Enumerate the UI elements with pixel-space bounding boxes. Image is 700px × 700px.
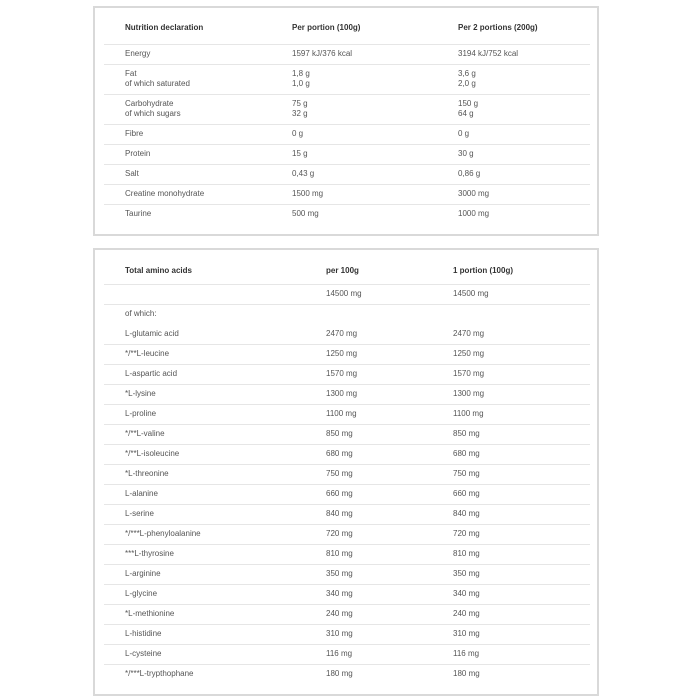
amino-acid-portion: 1300 mg bbox=[432, 384, 590, 404]
nutrient-label: Fibre bbox=[104, 124, 271, 144]
amino-acid-per-100g: 840 mg bbox=[305, 504, 432, 524]
nutrient-per-2-portions-sub: 2,0 g bbox=[458, 79, 476, 88]
amino-of-which-row bbox=[104, 304, 590, 324]
amino-acid-name: *L-lysine bbox=[104, 384, 305, 404]
nutrient-per-2-portions-cell bbox=[437, 64, 590, 94]
nutrition-header-per-2-portions: Per 2 portions (200g) bbox=[437, 13, 590, 44]
nutrient-per-portion: 1500 mg bbox=[271, 184, 437, 204]
amino-acid-portion: 350 mg bbox=[432, 564, 590, 584]
amino-acid-per-100g: 1100 mg bbox=[305, 404, 432, 424]
amino-acid-name: */**L-isoleucine bbox=[104, 444, 305, 464]
nutrient-label-cell bbox=[104, 64, 271, 94]
nutrient-label: Protein bbox=[104, 144, 271, 164]
amino-acid-per-100g: 2470 mg bbox=[305, 324, 432, 344]
nutrient-per-portion-sub: 32 g bbox=[292, 109, 308, 118]
nutrient-per-2-portions: 150 g bbox=[458, 99, 479, 108]
empty-cell bbox=[432, 304, 590, 324]
amino-acid-name: */**L-valine bbox=[104, 424, 305, 444]
amino-acid-name: *L-threonine bbox=[104, 464, 305, 484]
table-row bbox=[104, 564, 590, 584]
table-row bbox=[104, 204, 590, 224]
table-row bbox=[104, 644, 590, 664]
nutrient-per-2-portions: 1000 mg bbox=[458, 209, 490, 219]
amino-acid-portion: 660 mg bbox=[432, 484, 590, 504]
amino-rows bbox=[104, 324, 590, 684]
amino-header-row bbox=[104, 256, 590, 284]
nutrient-label: Salt bbox=[104, 164, 271, 184]
table-row bbox=[104, 124, 590, 144]
nutrient-per-portion: 500 mg bbox=[292, 209, 319, 219]
table-row bbox=[104, 164, 590, 184]
table-row bbox=[104, 324, 590, 344]
nutrient-label: Taurine bbox=[125, 209, 152, 219]
table-row bbox=[104, 584, 590, 604]
amino-acid-name: L-proline bbox=[104, 404, 305, 424]
amino-acid-portion: 240 mg bbox=[432, 604, 590, 624]
table-row bbox=[104, 524, 590, 544]
table-row bbox=[104, 404, 590, 424]
amino-acid-portion: 850 mg bbox=[432, 424, 590, 444]
empty-cell bbox=[305, 304, 432, 324]
amino-header-per-100g: per 100g bbox=[305, 256, 432, 284]
amino-acid-portion: 720 mg bbox=[432, 524, 590, 544]
amino-acid-name: */***L-trypthophane bbox=[125, 669, 194, 679]
table-row bbox=[104, 44, 590, 64]
nutrient-per-portion: 0,43 g bbox=[271, 164, 437, 184]
amino-total-per-100g: 14500 mg bbox=[305, 284, 432, 304]
amino-total-row bbox=[104, 284, 590, 304]
amino-acid-per-100g: 350 mg bbox=[305, 564, 432, 584]
nutrient-per-2-portions-sub: 64 g bbox=[458, 109, 474, 118]
amino-acid-portion: 840 mg bbox=[432, 504, 590, 524]
amino-acid-portion: 2470 mg bbox=[432, 324, 590, 344]
nutrient-per-portion: 15 g bbox=[271, 144, 437, 164]
nutrient-per-portion: 1,8 g bbox=[292, 69, 310, 78]
amino-acid-name: L-aspartic acid bbox=[104, 364, 305, 384]
nutrient-per-portion: 1597 kJ/376 kcal bbox=[271, 44, 437, 64]
nutrient-per-2-portions: 0,86 g bbox=[437, 164, 590, 184]
amino-acid-per-100g: 240 mg bbox=[305, 604, 432, 624]
amino-acid-portion: 340 mg bbox=[432, 584, 590, 604]
table-row bbox=[104, 344, 590, 364]
amino-acid-per-100g: 850 mg bbox=[305, 424, 432, 444]
table-row bbox=[104, 364, 590, 384]
amino-acid-name: *L-methionine bbox=[104, 604, 305, 624]
amino-acid-per-100g: 810 mg bbox=[305, 544, 432, 564]
amino-total-label bbox=[104, 284, 305, 304]
amino-acid-portion: 1250 mg bbox=[432, 344, 590, 364]
amino-acid-per-100g: 180 mg bbox=[326, 669, 353, 679]
nutrient-per-2-portions: 3000 mg bbox=[437, 184, 590, 204]
nutrient-per-2-portions-cell bbox=[437, 94, 590, 124]
nutrition-panel bbox=[93, 6, 599, 236]
amino-acid-name: ***L-thyrosine bbox=[104, 544, 305, 564]
table-row bbox=[104, 664, 590, 684]
amino-acid-name: L-glycine bbox=[104, 584, 305, 604]
amino-acid-portion: 1570 mg bbox=[432, 364, 590, 384]
nutrient-per-portion-sub: 1,0 g bbox=[292, 79, 310, 88]
table-row bbox=[104, 184, 590, 204]
table-row bbox=[104, 144, 590, 164]
amino-acid-name: */***L-phenyloalanine bbox=[104, 524, 305, 544]
amino-acid-per-100g: 660 mg bbox=[305, 484, 432, 504]
amino-acids-panel bbox=[93, 248, 599, 696]
nutrient-label: Creatine monohydrate bbox=[104, 184, 271, 204]
amino-acid-name: */**L-leucine bbox=[104, 344, 305, 364]
nutrient-per-portion: 0 g bbox=[271, 124, 437, 144]
table-row bbox=[104, 444, 590, 464]
amino-acid-name: L-cysteine bbox=[104, 644, 305, 664]
amino-acids-table bbox=[104, 256, 590, 684]
amino-header-label: Total amino acids bbox=[104, 256, 305, 284]
amino-acid-per-100g: 750 mg bbox=[305, 464, 432, 484]
amino-header-portion: 1 portion (100g) bbox=[432, 256, 590, 284]
table-row bbox=[104, 624, 590, 644]
amino-acid-portion: 180 mg bbox=[453, 669, 480, 679]
nutrition-header-label: Nutrition declaration bbox=[104, 13, 271, 44]
nutrient-per-portion-cell bbox=[271, 64, 437, 94]
amino-acid-name: L-arginine bbox=[104, 564, 305, 584]
amino-acid-portion: 116 mg bbox=[432, 644, 590, 664]
amino-total-portion: 14500 mg bbox=[432, 284, 590, 304]
nutrient-label: Energy bbox=[104, 44, 271, 64]
table-row bbox=[104, 94, 590, 124]
amino-of-which-label: of which: bbox=[125, 309, 157, 319]
nutrition-header-row bbox=[104, 13, 590, 44]
nutrition-header-per-portion: Per portion (100g) bbox=[271, 13, 437, 44]
amino-acid-portion: 680 mg bbox=[432, 444, 590, 464]
nutrient-label: Fat bbox=[125, 69, 137, 78]
amino-acid-per-100g: 1250 mg bbox=[305, 344, 432, 364]
amino-acid-name: L-alanine bbox=[104, 484, 305, 504]
nutrient-per-2-portions: 3,6 g bbox=[458, 69, 476, 78]
amino-acid-portion: 310 mg bbox=[432, 624, 590, 644]
table-row bbox=[104, 64, 590, 94]
table-row bbox=[104, 484, 590, 504]
nutrient-per-2-portions: 0 g bbox=[437, 124, 590, 144]
amino-acid-per-100g: 116 mg bbox=[305, 644, 432, 664]
amino-acid-per-100g: 680 mg bbox=[305, 444, 432, 464]
amino-acid-per-100g: 340 mg bbox=[305, 584, 432, 604]
nutrient-sublabel: of which sugars bbox=[125, 109, 181, 118]
nutrient-per-portion: 75 g bbox=[292, 99, 308, 108]
table-row bbox=[104, 504, 590, 524]
table-row bbox=[104, 424, 590, 444]
amino-acid-per-100g: 720 mg bbox=[305, 524, 432, 544]
nutrient-per-portion-cell bbox=[271, 94, 437, 124]
amino-acid-name: L-glutamic acid bbox=[104, 324, 305, 344]
amino-acid-portion: 1100 mg bbox=[432, 404, 590, 424]
table-row bbox=[104, 604, 590, 624]
amino-acid-per-100g: 310 mg bbox=[305, 624, 432, 644]
nutrient-sublabel: of which saturated bbox=[125, 79, 190, 88]
nutrient-label: Carbohydrate bbox=[125, 99, 174, 108]
amino-acid-portion: 810 mg bbox=[432, 544, 590, 564]
amino-acid-per-100g: 1570 mg bbox=[305, 364, 432, 384]
amino-acid-portion: 750 mg bbox=[432, 464, 590, 484]
nutrient-per-2-portions: 3194 kJ/752 kcal bbox=[437, 44, 590, 64]
amino-acid-per-100g: 1300 mg bbox=[305, 384, 432, 404]
table-row bbox=[104, 384, 590, 404]
table-row bbox=[104, 464, 590, 484]
nutrient-label-cell bbox=[104, 94, 271, 124]
table-row bbox=[104, 544, 590, 564]
amino-acid-name: L-serine bbox=[104, 504, 305, 524]
nutrient-per-2-portions: 30 g bbox=[437, 144, 590, 164]
nutrition-table bbox=[104, 13, 590, 224]
amino-acid-name: L-histidine bbox=[104, 624, 305, 644]
